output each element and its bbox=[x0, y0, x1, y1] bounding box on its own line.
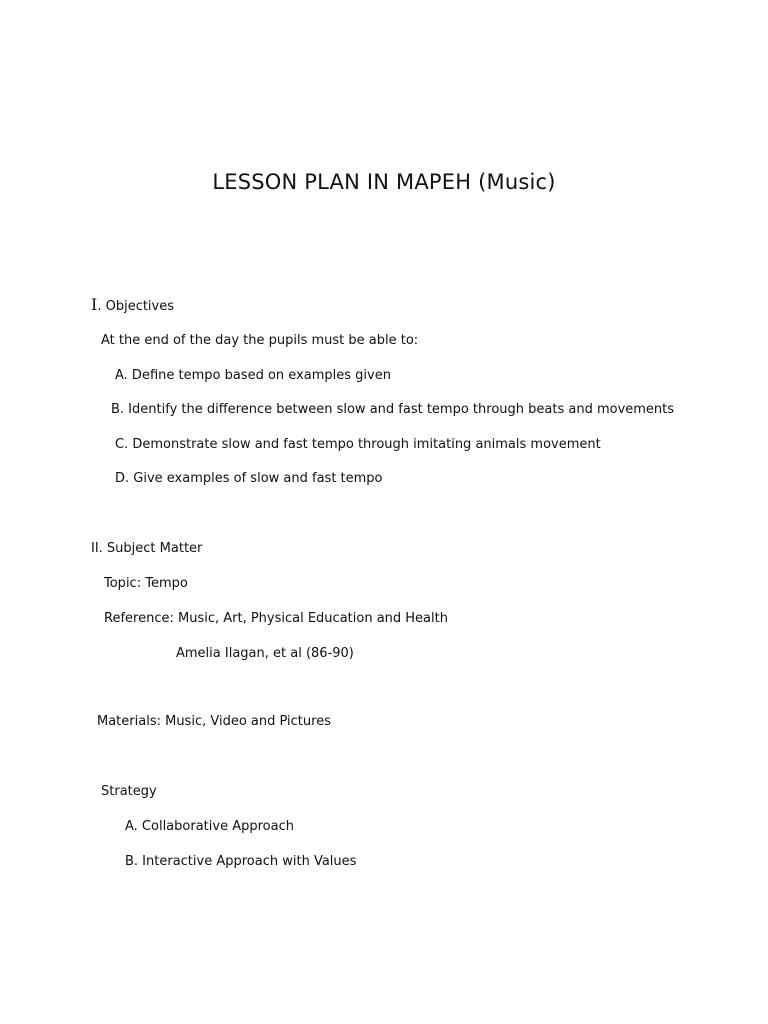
objectives-heading-label: Objectives bbox=[105, 299, 175, 314]
topic-line: Topic: Tempo bbox=[104, 576, 188, 591]
strategy-item-b: B. Interactive Approach with Values bbox=[125, 854, 357, 869]
page-title: LESSON PLAN IN MAPEH (Music) bbox=[212, 170, 556, 194]
objectives-heading: I. Objectives bbox=[91, 295, 175, 314]
objective-item-c: C. Demonstrate slow and fast tempo through imitating animals movement bbox=[115, 437, 601, 452]
strategy-item-a: A. Collaborative Approach bbox=[125, 819, 294, 834]
objective-item-b: B. Identify the difference between slow and fast tempo through beats and movements bbox=[111, 402, 675, 417]
reference-authors: Amelia Ilagan, et al (86-90) bbox=[176, 646, 354, 661]
objective-item-d: D. Give examples of slow and fast tempo bbox=[115, 471, 383, 486]
subject-matter-heading: II. Subject Matter bbox=[91, 541, 203, 556]
reference-line: Reference: Music, Art, Physical Education and Health bbox=[104, 611, 448, 626]
section-numeral: I bbox=[91, 295, 98, 314]
objective-item-a: A. Define tempo based on examples given bbox=[115, 368, 391, 383]
objectives-intro: At the end of the day the pupils must be able to: bbox=[101, 333, 419, 348]
strategy-heading: Strategy bbox=[101, 784, 157, 799]
materials-line: Materials: Music, Video and Pictures bbox=[97, 714, 331, 729]
